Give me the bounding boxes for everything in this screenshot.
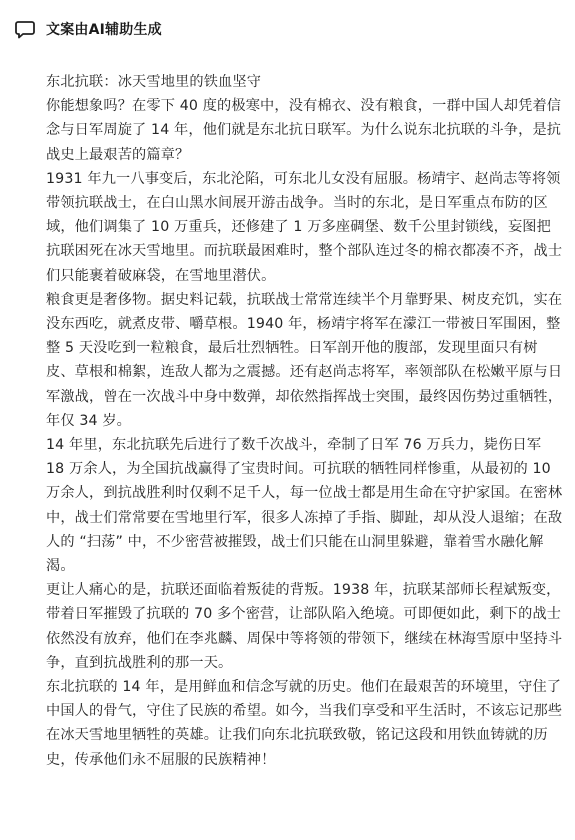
paragraph: 更让人痛心的是，抗联还面临着叛徒的背叛。1938 年，抗联某部师长程斌叛变，带着日军摧毁了抗联的 70 多个密营，让部队陷入绝境。可即便如此，剩下的战士依然没有放弃，他们在李兆麟、周保中等将领的带领下，继续在林海雪原中坚持斗争，直到抗战胜利的那一天。: [46, 582, 563, 671]
article-body: [46, 70, 564, 772]
paragraph: 东北抗联的 14 年，是用鲜血和信念写就的历史。他们在最艰苦的环境里，守住了中国人的骨气，守住了民族的希望。如今，当我们享受和平生活时，不该忘记那些在冰天雪地里牺牲的英雄。让我们向东北抗联致敬，铭记这段和用铁血铸就的历史，传承他们永不屈服的民族精神！: [46, 679, 563, 768]
paragraph: 粮食更是奢侈物。据史料记载，抗联战士常常连续半个月靠野果、树皮充饥，实在没东西吃，就煮皮带、嚼草根。1940 年，杨靖宇将军在濛江一带被日军围困，整整 5 天没吃到一粒粮食，最后壮烈牺牲。日军剖开他的腹部，发现里面只有树皮、草根和棉絮，连敌人都为之震撼。还有赵尚志将军，率领部队在松嫩平原与日军激战，曾在一次战斗中身中数弹，却依然指挥战士突围，最终因伤势过重牺牲，年仅 34 岁。: [46, 291, 563, 429]
ai-notice-header: [14, 18, 162, 40]
chat-bubble-icon: [14, 18, 36, 40]
paragraph: 1931 年九一八事变后，东北沦陷，可东北儿女没有屈服。杨靖宇、赵尚志等将领带领抗联战士，在白山黑水间展开游击战争。当时的东北，是日军重点布防的区域，他们调集了 10 万重兵，还修建了 1 万多座碉堡、数千公里封锁线，妄图把抗联困死在冰天雪地里。而抗联最困难时，整个部队连过冬的棉衣都凑不齐，战士们只能裹着破麻袋，在雪地里潜伏。: [46, 170, 563, 284]
paragraph: 14 年里，东北抗联先后进行了数千次战斗，牵制了日军 76 万兵力，毙伤日军 18 万余人，为全国抗战赢得了宝贵时间。可抗联的牺牲同样惨重，从最初的 10 万余人，到抗战胜利时仅剩不足千人，每一位战士都是用生命在守护家国。在密林中，战士们常常要在雪地里行军，很多人冻掉了手指、脚趾，却从没人退缩；在敌人的 “扫荡” 中，不少密营被摧毁，战士们只能在山洞里躲避，靠着雪水融化解渴。: [46, 437, 563, 575]
paragraph: 你能想象吗？在零下 40 度的极寒中，没有棉衣、没有粮食，一群中国人却凭着信念与日军周旋了 14 年，他们就是东北抗日联军。为什么说东北抗联的斗争，是抗战史上最艰苦的篇章？: [46, 98, 562, 163]
article-title: 东北抗联：冰天雪地里的铁血坚守: [46, 74, 262, 90]
ai-notice-title: 文案由AI辅助生成: [46, 22, 162, 38]
